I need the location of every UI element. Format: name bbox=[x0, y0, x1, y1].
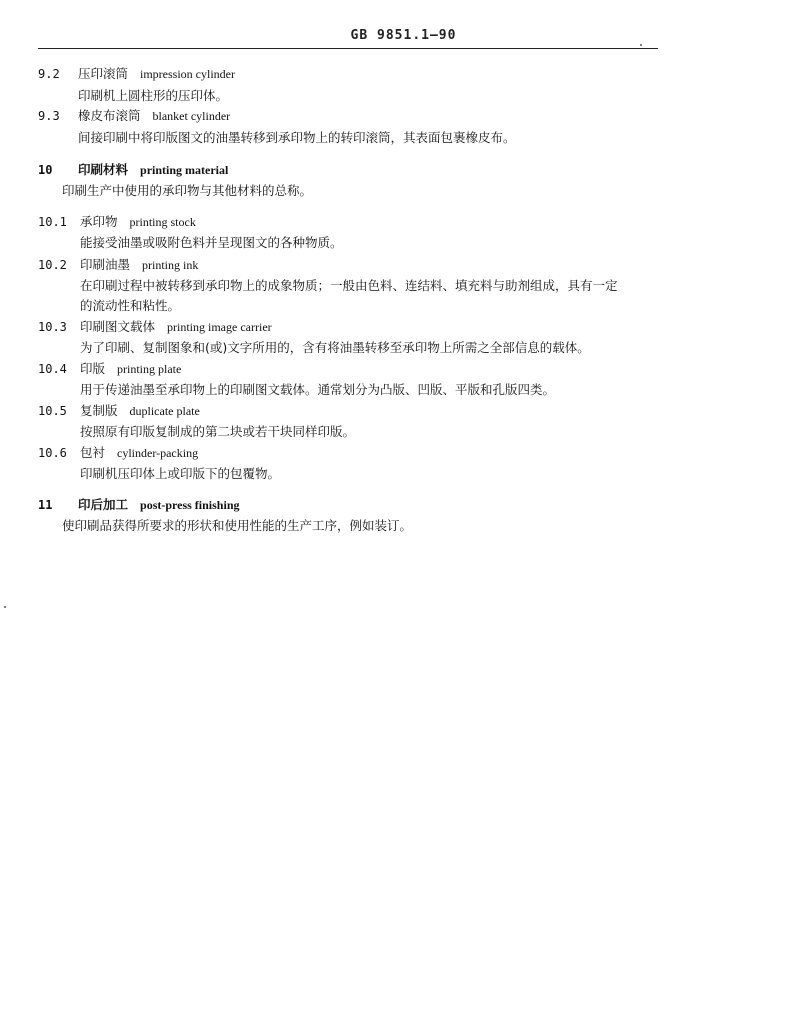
section-number: 11 bbox=[38, 498, 53, 512]
term-10-1 bbox=[38, 214, 196, 230]
term-chinese: 橡皮布滚筒 bbox=[78, 108, 141, 123]
term-10-6 bbox=[38, 445, 198, 461]
section-chinese: 印后加工 bbox=[78, 497, 129, 512]
term-english: printing plate bbox=[117, 362, 182, 376]
term-chinese: 压印滚筒 bbox=[78, 66, 129, 81]
section-10-heading bbox=[38, 162, 228, 178]
header-rule bbox=[38, 48, 658, 49]
term-chinese: 印版 bbox=[80, 361, 106, 376]
term-english: printing ink bbox=[142, 258, 199, 272]
term-english: printing stock bbox=[129, 215, 196, 229]
definition-9-3: 间接印刷中将印版图文的油墨转移到承印物上的转印滚筒，其表面包裹橡皮布。 bbox=[78, 130, 516, 145]
definition-11: 使印刷品获得所要求的形状和使用性能的生产工序，例如装订。 bbox=[62, 518, 413, 533]
definition-10-4: 用于传递油墨至承印物上的印刷图文载体。通常划分为凸版、凹版、平版和孔版四类。 bbox=[80, 382, 556, 397]
term-9-3 bbox=[38, 108, 230, 124]
term-number: 9.2 bbox=[38, 67, 60, 81]
scan-speck bbox=[4, 606, 6, 608]
term-10-3 bbox=[38, 319, 272, 335]
term-chinese: 印刷油墨 bbox=[80, 257, 131, 272]
section-number: 10 bbox=[38, 163, 53, 177]
term-10-5 bbox=[38, 403, 200, 419]
definition-10-1: 能接受油墨或吸附色料并呈现图文的各种物质。 bbox=[80, 235, 343, 250]
definition-10-2-line1: 在印刷过程中被转移到承印物上的成象物质；一般由色料、连结料、填充料与助剂组成，具有一定 bbox=[80, 278, 618, 293]
definition-10-6: 印刷机压印体上或印版下的包覆物。 bbox=[80, 466, 281, 481]
term-chinese: 复制版 bbox=[80, 403, 118, 418]
term-number: 10.2 bbox=[38, 258, 67, 272]
definition-10-2-line2: 的流动性和粘性。 bbox=[80, 298, 181, 313]
term-chinese: 承印物 bbox=[80, 214, 118, 229]
definition-10-5: 按照原有印版复制成的第二块或若干块同样印版。 bbox=[80, 424, 356, 439]
term-number: 10.5 bbox=[38, 404, 67, 418]
definition-10-3: 为了印刷、复制图象和(或)文字所用的，含有将油墨转移至承印物上所需之全部信息的载体。 bbox=[80, 340, 590, 355]
term-english: cylinder-packing bbox=[117, 446, 199, 460]
scan-speck bbox=[640, 44, 642, 46]
term-10-2 bbox=[38, 257, 198, 273]
term-english: printing image carrier bbox=[167, 320, 272, 334]
term-english: duplicate plate bbox=[129, 404, 200, 418]
term-number: 10.1 bbox=[38, 215, 67, 229]
section-11-heading bbox=[38, 497, 240, 513]
section-english: post-press finishing bbox=[140, 498, 240, 512]
section-english: printing material bbox=[140, 163, 229, 177]
term-english: blanket cylinder bbox=[152, 109, 231, 123]
term-10-4 bbox=[38, 361, 181, 377]
term-number: 10.3 bbox=[38, 320, 67, 334]
term-number: 10.4 bbox=[38, 362, 67, 376]
section-chinese: 印刷材料 bbox=[78, 162, 129, 177]
definition-9-2: 印刷机上圆柱形的压印体。 bbox=[78, 88, 229, 103]
document-code-header: GB 9851.1—90 bbox=[350, 28, 457, 43]
term-number: 10.6 bbox=[38, 446, 67, 460]
term-number: 9.3 bbox=[38, 109, 60, 123]
term-chinese: 包衬 bbox=[80, 445, 106, 460]
definition-10: 印刷生产中使用的承印物与其他材料的总称。 bbox=[62, 183, 313, 198]
term-chinese: 印刷图文载体 bbox=[80, 319, 156, 334]
term-english: impression cylinder bbox=[140, 67, 235, 81]
term-9-2 bbox=[38, 66, 235, 82]
